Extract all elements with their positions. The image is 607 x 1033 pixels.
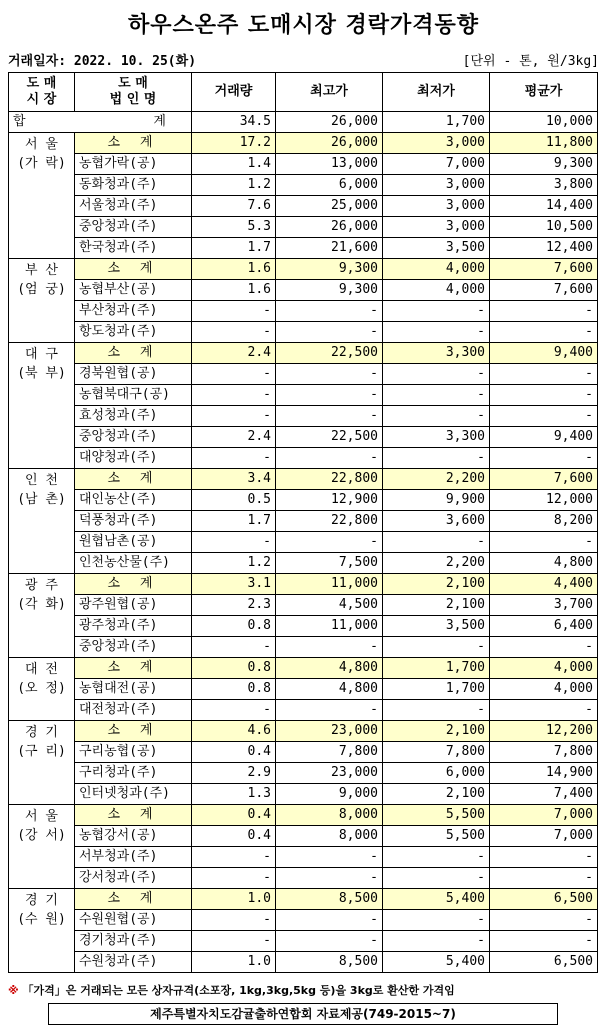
- cell-max: 9,000: [276, 784, 383, 805]
- cell-min: 2,100: [383, 595, 490, 616]
- cell-avg: 12,200: [490, 721, 598, 742]
- corp-name: 중앙청과(주): [75, 217, 192, 238]
- corp-name: 소 계: [75, 133, 192, 154]
- cell-min: -: [383, 322, 490, 343]
- corp-name: 서울청과(주): [75, 196, 192, 217]
- cell-max: -: [276, 301, 383, 322]
- cell-min: 4,000: [383, 280, 490, 301]
- cell-min: 3,000: [383, 217, 490, 238]
- cell-volume: 1.6: [192, 280, 276, 301]
- market-region: 서 울 (강 서): [9, 805, 75, 889]
- cell-avg: 7,000: [490, 826, 598, 847]
- cell-avg: -: [490, 406, 598, 427]
- total-row: [9, 112, 598, 133]
- cell-max: 22,500: [276, 343, 383, 364]
- corp-name: 농협북대구(공): [75, 385, 192, 406]
- cell-min: 3,500: [383, 238, 490, 259]
- subtotal-row: [9, 133, 598, 154]
- cell-min: 3,000: [383, 133, 490, 154]
- header-avg: 평균가: [490, 73, 598, 112]
- total-max: 26,000: [276, 112, 383, 133]
- cell-avg: 7,800: [490, 742, 598, 763]
- corp-name: 농협가락(공): [75, 154, 192, 175]
- cell-min: 7,000: [383, 154, 490, 175]
- report-meta: [8, 50, 599, 68]
- corp-name: 원협남촌(공): [75, 532, 192, 553]
- cell-max: 22,800: [276, 469, 383, 490]
- market-region: 경 기 (구 리): [9, 721, 75, 805]
- subtotal-row: [9, 574, 598, 595]
- cell-avg: 12,000: [490, 490, 598, 511]
- table-row: [9, 763, 598, 784]
- page-title: 하우스온주 도매시장 경락가격동향: [127, 13, 480, 38]
- cell-avg: 12,400: [490, 238, 598, 259]
- corp-name: 구리청과(주): [75, 763, 192, 784]
- market-region: 부 산 (엄 궁): [9, 259, 75, 343]
- cell-min: 5,500: [383, 805, 490, 826]
- cell-max: -: [276, 910, 383, 931]
- table-row: [9, 385, 598, 406]
- cell-max: 8,500: [276, 952, 383, 973]
- subtotal-row: [9, 805, 598, 826]
- cell-max: 22,500: [276, 427, 383, 448]
- corp-name: 소 계: [75, 469, 192, 490]
- cell-max: -: [276, 700, 383, 721]
- cell-avg: 7,000: [490, 805, 598, 826]
- header-row: [9, 73, 598, 112]
- table-row: [9, 175, 598, 196]
- cell-max: 9,300: [276, 280, 383, 301]
- cell-avg: 6,400: [490, 616, 598, 637]
- cell-avg: 9,400: [490, 427, 598, 448]
- table-row: [9, 784, 598, 805]
- cell-avg: -: [490, 322, 598, 343]
- cell-max: 4,800: [276, 679, 383, 700]
- subtotal-row: [9, 721, 598, 742]
- cell-min: 3,000: [383, 196, 490, 217]
- table-row: [9, 742, 598, 763]
- cell-avg: 8,200: [490, 511, 598, 532]
- corp-name: 소 계: [75, 259, 192, 280]
- cell-min: 3,500: [383, 616, 490, 637]
- cell-volume: -: [192, 868, 276, 889]
- cell-min: 2,200: [383, 469, 490, 490]
- trade-date: 거래일자: 2022. 10. 25(화): [8, 54, 197, 69]
- table-row: [9, 595, 598, 616]
- cell-max: -: [276, 637, 383, 658]
- cell-max: 4,800: [276, 658, 383, 679]
- cell-min: -: [383, 700, 490, 721]
- table-row: [9, 952, 598, 973]
- cell-max: -: [276, 868, 383, 889]
- table-row: [9, 301, 598, 322]
- cell-volume: 2.4: [192, 343, 276, 364]
- corp-name: 농협부산(공): [75, 280, 192, 301]
- corp-name: 덕풍청과(주): [75, 511, 192, 532]
- market-region: 경 기 (수 원): [9, 889, 75, 973]
- table-row: [9, 532, 598, 553]
- corp-name: 소 계: [75, 658, 192, 679]
- cell-volume: 0.8: [192, 616, 276, 637]
- cell-avg: 4,400: [490, 574, 598, 595]
- cell-min: 2,100: [383, 784, 490, 805]
- cell-volume: -: [192, 910, 276, 931]
- cell-min: -: [383, 931, 490, 952]
- table-row: [9, 637, 598, 658]
- cell-volume: 1.4: [192, 154, 276, 175]
- cell-avg: 4,000: [490, 658, 598, 679]
- table-row: [9, 490, 598, 511]
- cell-max: 11,000: [276, 574, 383, 595]
- cell-volume: 0.4: [192, 805, 276, 826]
- cell-max: 12,900: [276, 490, 383, 511]
- header-max: 최고가: [276, 73, 383, 112]
- table-row: [9, 364, 598, 385]
- cell-min: 9,900: [383, 490, 490, 511]
- table-row: [9, 931, 598, 952]
- cell-volume: 7.6: [192, 196, 276, 217]
- cell-min: -: [383, 301, 490, 322]
- cell-min: 5,500: [383, 826, 490, 847]
- table-row: [9, 448, 598, 469]
- header-corp: 도 매 법 인 명: [75, 73, 192, 112]
- cell-max: 13,000: [276, 154, 383, 175]
- total-min: 1,700: [383, 112, 490, 133]
- note-mark: ※: [8, 984, 19, 997]
- cell-volume: -: [192, 532, 276, 553]
- cell-min: 1,700: [383, 658, 490, 679]
- corp-name: 소 계: [75, 889, 192, 910]
- cell-volume: -: [192, 448, 276, 469]
- cell-max: -: [276, 532, 383, 553]
- cell-min: 3,300: [383, 427, 490, 448]
- cell-volume: 1.7: [192, 511, 276, 532]
- corp-name: 효성청과(주): [75, 406, 192, 427]
- corp-name: 소 계: [75, 574, 192, 595]
- cell-volume: -: [192, 847, 276, 868]
- cell-max: 11,000: [276, 616, 383, 637]
- cell-avg: 11,800: [490, 133, 598, 154]
- cell-max: 6,000: [276, 175, 383, 196]
- corp-name: 농협강서(공): [75, 826, 192, 847]
- cell-avg: -: [490, 910, 598, 931]
- subtotal-row: [9, 259, 598, 280]
- corp-name: 대양청과(주): [75, 448, 192, 469]
- cell-max: 8,500: [276, 889, 383, 910]
- cell-min: 5,400: [383, 889, 490, 910]
- cell-avg: 6,500: [490, 889, 598, 910]
- cell-volume: 1.3: [192, 784, 276, 805]
- corp-name: 광주청과(주): [75, 616, 192, 637]
- cell-min: -: [383, 385, 490, 406]
- cell-avg: 10,500: [490, 217, 598, 238]
- cell-min: -: [383, 406, 490, 427]
- cell-min: -: [383, 532, 490, 553]
- cell-min: 6,000: [383, 763, 490, 784]
- cell-min: 2,100: [383, 574, 490, 595]
- total-avg: 10,000: [490, 112, 598, 133]
- cell-volume: 17.2: [192, 133, 276, 154]
- table-row: [9, 700, 598, 721]
- corp-name: 경북원협(공): [75, 364, 192, 385]
- cell-max: -: [276, 406, 383, 427]
- table-row: [9, 679, 598, 700]
- corp-name: 수원청과(주): [75, 952, 192, 973]
- cell-volume: 2.4: [192, 427, 276, 448]
- cell-max: 8,000: [276, 826, 383, 847]
- cell-min: -: [383, 364, 490, 385]
- cell-volume: 5.3: [192, 217, 276, 238]
- cell-volume: 0.5: [192, 490, 276, 511]
- cell-volume: -: [192, 301, 276, 322]
- table-row: [9, 427, 598, 448]
- cell-avg: -: [490, 301, 598, 322]
- market-region: 광 주 (각 화): [9, 574, 75, 658]
- cell-volume: -: [192, 385, 276, 406]
- table-row: [9, 406, 598, 427]
- cell-avg: 3,700: [490, 595, 598, 616]
- cell-max: -: [276, 847, 383, 868]
- cell-volume: 3.1: [192, 574, 276, 595]
- cell-volume: -: [192, 406, 276, 427]
- cell-avg: -: [490, 847, 598, 868]
- corp-name: 대인농산(주): [75, 490, 192, 511]
- cell-min: -: [383, 847, 490, 868]
- cell-max: -: [276, 364, 383, 385]
- corp-name: 소 계: [75, 721, 192, 742]
- cell-max: 7,500: [276, 553, 383, 574]
- cell-max: 7,800: [276, 742, 383, 763]
- subtotal-row: [9, 343, 598, 364]
- cell-avg: -: [490, 931, 598, 952]
- cell-min: 2,100: [383, 721, 490, 742]
- cell-volume: 0.4: [192, 826, 276, 847]
- cell-volume: 1.0: [192, 952, 276, 973]
- table-row: [9, 154, 598, 175]
- cell-min: 3,300: [383, 343, 490, 364]
- cell-max: 21,600: [276, 238, 383, 259]
- total-volume: 34.5: [192, 112, 276, 133]
- cell-avg: -: [490, 700, 598, 721]
- table-row: [9, 826, 598, 847]
- table-row: [9, 553, 598, 574]
- cell-volume: 1.2: [192, 553, 276, 574]
- cell-max: 4,500: [276, 595, 383, 616]
- cell-volume: -: [192, 322, 276, 343]
- cell-min: -: [383, 868, 490, 889]
- corp-name: 한국청과(주): [75, 238, 192, 259]
- cell-avg: -: [490, 385, 598, 406]
- cell-avg: -: [490, 448, 598, 469]
- cell-avg: -: [490, 637, 598, 658]
- corp-name: 경기청과(주): [75, 931, 192, 952]
- table-row: [9, 280, 598, 301]
- corp-name: 부산청과(주): [75, 301, 192, 322]
- corp-name: 서부청과(주): [75, 847, 192, 868]
- header-min: 최저가: [383, 73, 490, 112]
- cell-volume: 1.6: [192, 259, 276, 280]
- cell-max: 23,000: [276, 763, 383, 784]
- cell-volume: -: [192, 637, 276, 658]
- cell-avg: -: [490, 364, 598, 385]
- market-region: 서 울 (가 락): [9, 133, 75, 259]
- unit-label: [단위 - 톤, 원/3kg]: [462, 54, 599, 69]
- cell-volume: 1.2: [192, 175, 276, 196]
- corp-name: 중앙청과(주): [75, 637, 192, 658]
- header-market: 도 매 시 장: [9, 73, 75, 112]
- cell-volume: 1.7: [192, 238, 276, 259]
- corp-name: 중앙청과(주): [75, 427, 192, 448]
- corp-name: 대전청과(주): [75, 700, 192, 721]
- cell-volume: 2.3: [192, 595, 276, 616]
- cell-avg: 3,800: [490, 175, 598, 196]
- cell-max: 9,300: [276, 259, 383, 280]
- cell-volume: 3.4: [192, 469, 276, 490]
- corp-name: 소 계: [75, 805, 192, 826]
- cell-max: -: [276, 448, 383, 469]
- corp-name: 인터넷청과(주): [75, 784, 192, 805]
- cell-avg: -: [490, 532, 598, 553]
- market-region: 대 구 (북 부): [9, 343, 75, 469]
- cell-avg: 7,600: [490, 259, 598, 280]
- cell-volume: 0.4: [192, 742, 276, 763]
- cell-min: -: [383, 910, 490, 931]
- market-region: 인 천 (남 촌): [9, 469, 75, 574]
- cell-min: -: [383, 448, 490, 469]
- cell-avg: 9,400: [490, 343, 598, 364]
- cell-avg: -: [490, 868, 598, 889]
- cell-avg: 4,000: [490, 679, 598, 700]
- table-row: [9, 616, 598, 637]
- table-row: [9, 868, 598, 889]
- cell-avg: 7,600: [490, 469, 598, 490]
- table-row: [9, 847, 598, 868]
- table-row: [9, 196, 598, 217]
- note-text: 「가격」은 거래되는 모든 상자규격(소포장, 1kg,3kg,5kg 등)을 3kg로 환산한 가격임: [22, 984, 455, 997]
- table-row: [9, 511, 598, 532]
- cell-avg: 6,500: [490, 952, 598, 973]
- cell-volume: -: [192, 931, 276, 952]
- cell-max: 22,800: [276, 511, 383, 532]
- corp-name: 강서청과(주): [75, 868, 192, 889]
- price-table: [8, 72, 598, 973]
- corp-name: 인천농산물(주): [75, 553, 192, 574]
- corp-name: 구리농협(공): [75, 742, 192, 763]
- cell-avg: 9,300: [490, 154, 598, 175]
- cell-volume: -: [192, 364, 276, 385]
- table-row: [9, 217, 598, 238]
- corp-name: 수원원협(공): [75, 910, 192, 931]
- cell-min: 3,000: [383, 175, 490, 196]
- market-region: 대 전 (오 정): [9, 658, 75, 721]
- cell-volume: 4.6: [192, 721, 276, 742]
- corp-name: 광주원협(공): [75, 595, 192, 616]
- subtotal-row: [9, 658, 598, 679]
- cell-avg: 7,600: [490, 280, 598, 301]
- cell-max: 23,000: [276, 721, 383, 742]
- cell-min: 7,800: [383, 742, 490, 763]
- cell-volume: 0.8: [192, 679, 276, 700]
- cell-volume: 2.9: [192, 763, 276, 784]
- cell-volume: -: [192, 700, 276, 721]
- total-label: 합 계: [9, 112, 192, 133]
- corp-name: 소 계: [75, 343, 192, 364]
- cell-avg: 4,800: [490, 553, 598, 574]
- cell-max: 8,000: [276, 805, 383, 826]
- table-row: [9, 238, 598, 259]
- cell-max: 26,000: [276, 217, 383, 238]
- cell-max: -: [276, 385, 383, 406]
- corp-name: 동화청과(주): [75, 175, 192, 196]
- header-volume: 거래량: [192, 73, 276, 112]
- cell-min: 3,600: [383, 511, 490, 532]
- table-row: [9, 322, 598, 343]
- cell-max: -: [276, 931, 383, 952]
- cell-min: 4,000: [383, 259, 490, 280]
- footnote: [8, 982, 599, 998]
- cell-volume: 1.0: [192, 889, 276, 910]
- cell-avg: 14,400: [490, 196, 598, 217]
- cell-max: -: [276, 322, 383, 343]
- cell-avg: 14,900: [490, 763, 598, 784]
- cell-max: 25,000: [276, 196, 383, 217]
- subtotal-row: [9, 469, 598, 490]
- subtotal-row: [9, 889, 598, 910]
- cell-volume: 0.8: [192, 658, 276, 679]
- table-row: [9, 910, 598, 931]
- cell-min: -: [383, 637, 490, 658]
- corp-name: 농협대전(공): [75, 679, 192, 700]
- cell-min: 2,200: [383, 553, 490, 574]
- source-box: 제주특별자치도감귤출하연합회 자료제공(749-2015~7): [48, 1003, 558, 1025]
- cell-avg: 7,400: [490, 784, 598, 805]
- cell-min: 1,700: [383, 679, 490, 700]
- cell-min: 5,400: [383, 952, 490, 973]
- cell-max: 26,000: [276, 133, 383, 154]
- corp-name: 항도청과(주): [75, 322, 192, 343]
